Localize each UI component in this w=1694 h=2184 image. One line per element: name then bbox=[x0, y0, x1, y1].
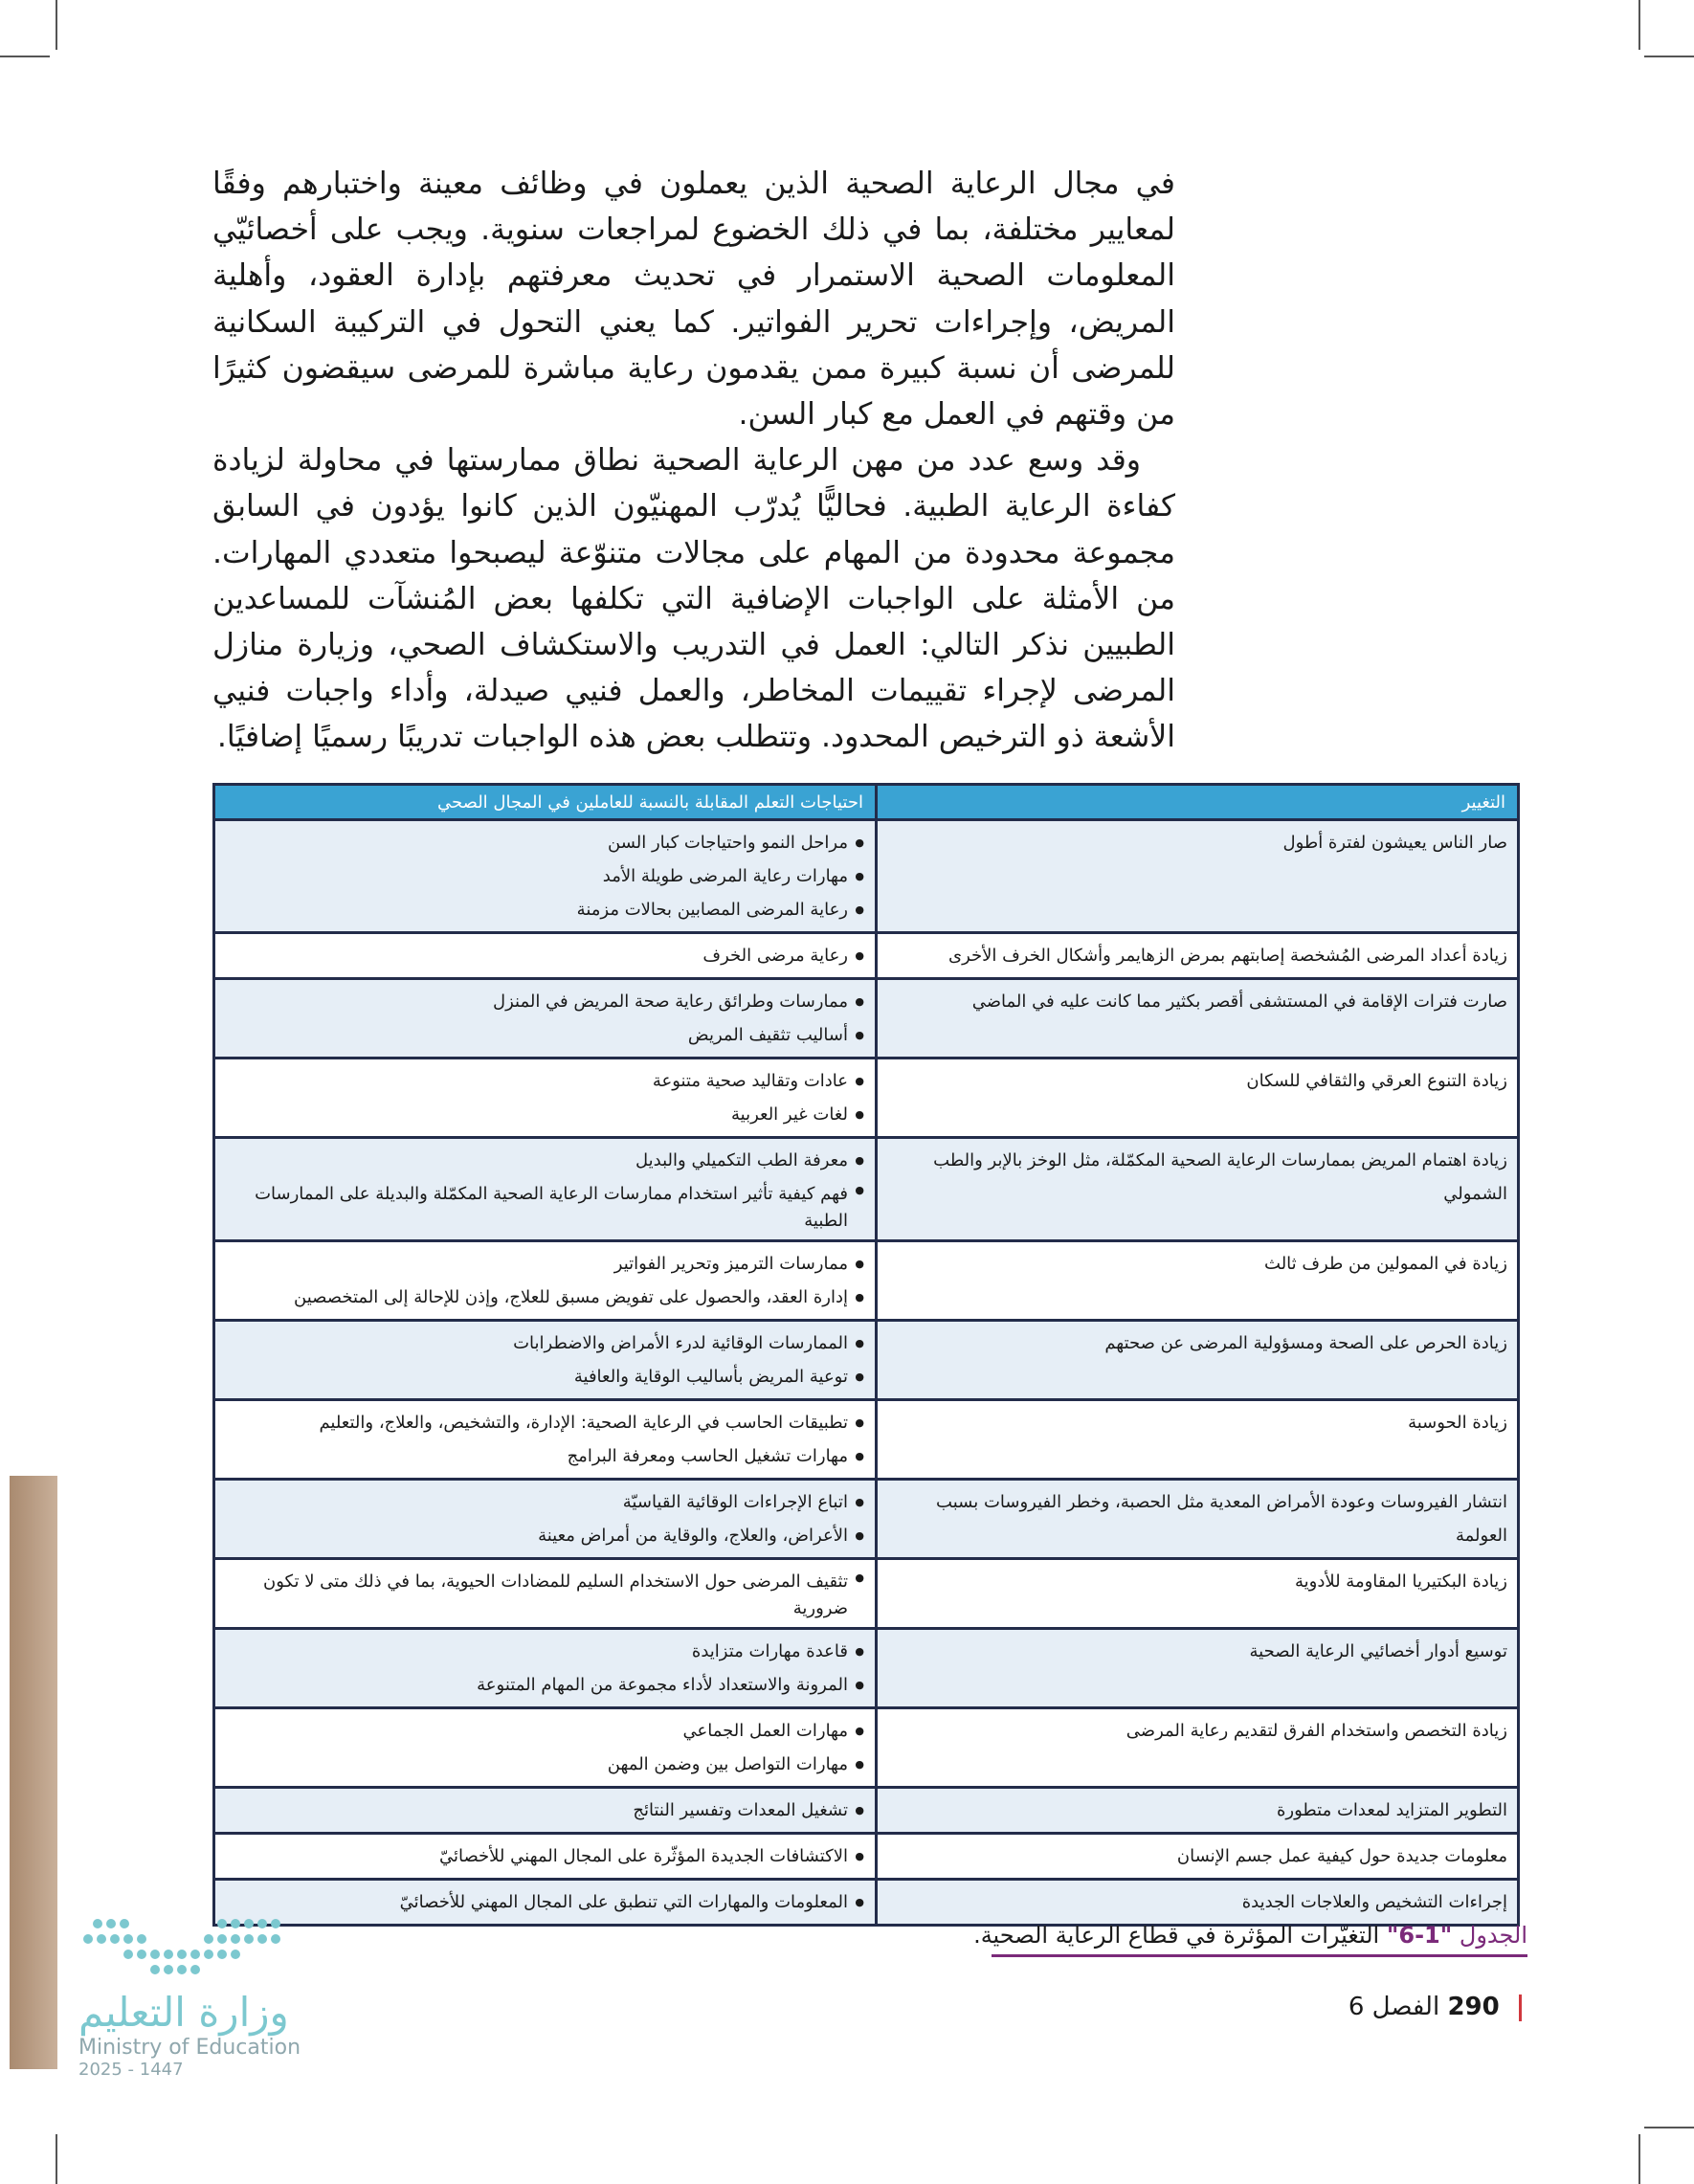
need-item: ● رعاية مرضى الخرف bbox=[225, 939, 848, 972]
table-caption bbox=[973, 1922, 1527, 1957]
table-row bbox=[214, 1708, 1519, 1788]
logo-dots-icon bbox=[78, 1914, 299, 1981]
need-item: ● مهارات العمل الجماعي bbox=[225, 1714, 848, 1748]
table-row bbox=[214, 1138, 1519, 1241]
table-row bbox=[214, 1400, 1519, 1480]
need-item: ● اتباع الإجراءات الوقائية القياسيّة bbox=[225, 1485, 848, 1519]
need-item: ● المرونة والاستعداد لأداء مجموعة من المهام المتنوعة bbox=[225, 1668, 848, 1702]
caption-number: "1-6" bbox=[1386, 1922, 1453, 1949]
table-row bbox=[214, 979, 1519, 1059]
table-row bbox=[214, 1834, 1519, 1880]
crop-mark bbox=[1638, 0, 1640, 50]
need-item: ● رعاية المرضى المصابين بحالات مزمنة bbox=[225, 893, 848, 926]
change-cell: زيادة البكتيريا المقاومة للأدوية bbox=[877, 1559, 1519, 1629]
change-cell: صار الناس يعيشون لفترة أطول bbox=[877, 820, 1519, 933]
change-cell: زيادة التخصص واستخدام الفرق لتقديم رعاية المرضى bbox=[877, 1708, 1519, 1788]
chapter-label: الفصل 6 bbox=[1348, 1993, 1440, 2021]
change-cell: زيادة في الممولين من طرف ثالث bbox=[877, 1241, 1519, 1321]
table-row bbox=[214, 820, 1519, 933]
table-row bbox=[214, 1321, 1519, 1400]
needs-cell bbox=[214, 1880, 877, 1926]
crop-mark bbox=[56, 2134, 57, 2184]
needs-cell bbox=[214, 820, 877, 933]
needs-cell bbox=[214, 1059, 877, 1138]
need-item: ● لغات غير العربية bbox=[225, 1098, 848, 1131]
caption-text: التغيّرات المؤثرة في قطاع الرعاية الصحية. bbox=[973, 1922, 1380, 1949]
table-row bbox=[214, 1880, 1519, 1926]
need-item: ● الاكتشافات الجديدة المؤثّرة على المجال المهني للأخصائيّ bbox=[225, 1839, 848, 1873]
need-item: ● إدارة العقد، والحصول على تفويض مسبق للعلاج، وإذن للإحالة إلى المتخصصين bbox=[225, 1281, 848, 1314]
needs-cell bbox=[214, 1321, 877, 1400]
page-footer bbox=[1311, 1993, 1522, 2021]
needs-cell bbox=[214, 1788, 877, 1834]
change-cell: صارت فترات الإقامة في المستشفى أقصر بكثير مما كانت عليه في الماضي bbox=[877, 979, 1519, 1059]
table-row bbox=[214, 1559, 1519, 1629]
change-cell: انتشار الفيروسات وعودة الأمراض المعدية مثل الحصبة، وخطر الفيروسات بسبب العولمة bbox=[877, 1480, 1519, 1559]
logo-english-text: Ministry of Education bbox=[78, 2036, 301, 2060]
paragraph: وقد وسع عدد من مهن الرعاية الصحية نطاق ممارستها في محاولة لزيادة كفاءة الرعاية الطبية. فحاليًّا يُدرّب المهنيّون الذين كانوا يؤدون في السابق مجموعة محدودة من المهام على مجالات متنوّعة ليصبحوا متعددي المهارات. من الأمثلة على الواجبات الإضافية التي تكلفها بعض المُنشآت للمساعدين الطبيين نذكر التالي: العمل في التدريب والاستكشاف الصحي، وزيارة منازل المرضى لإجراء تقييمات المخاطر، والعمل فنيي صيدلة، وأداء واجبات فنيي الأشعة ذو الترخيص المحدود. وتتطلب بعض هذه الواجبات تدريبًا رسميًا إضافيًا. bbox=[212, 443, 1175, 755]
footer-bar bbox=[1519, 1995, 1522, 2021]
needs-cell bbox=[214, 1241, 877, 1321]
change-cell: زيادة اهتمام المريض بممارسات الرعاية الصحية المكمّلة، مثل الوخز بالإبر والطب الشمولي bbox=[877, 1138, 1519, 1241]
need-item: ● أساليب تثقيف المريض bbox=[225, 1018, 848, 1052]
need-item: ● تشغيل المعدات وتفسير النتائج bbox=[225, 1794, 848, 1827]
crop-mark bbox=[1638, 2134, 1640, 2184]
need-item: ● ممارسات الترميز وتحرير الفواتير bbox=[225, 1247, 848, 1281]
needs-cell bbox=[214, 933, 877, 979]
change-cell: زيادة التنوع العرقي والثقافي للسكان bbox=[877, 1059, 1519, 1138]
needs-cell bbox=[214, 1834, 877, 1880]
table-row bbox=[214, 1241, 1519, 1321]
header-needs: احتياجات التعلم المقابلة بالنسبة للعاملين في المجال الصحي bbox=[214, 785, 877, 820]
need-item: ● معرفة الطب التكميلي والبديل bbox=[225, 1144, 848, 1177]
page-number: 290 bbox=[1447, 1993, 1500, 2021]
table-row bbox=[214, 1629, 1519, 1708]
header-change: التغيير bbox=[877, 785, 1519, 820]
caption-label: الجدول bbox=[1459, 1922, 1527, 1949]
paragraph: في مجال الرعاية الصحية الذين يعملون في وظائف معينة واختبارهم وفقًا لمعايير مختلفة، بما في ذلك الخضوع لمراجعات سنوية. ويجب على أخصائيّي المعلومات الصحية الاستمرار في تحديث معرفتهم بإدارة العقود، وأهلية المريض، وإجراءات تحرير الفواتير. كما يعني التحول في التركيبة السكانية للمرضى أن نسبة كبيرة ممن يقدمون رعاية مباشرة للمرضى سيقضون كثيرًا من وقتهم في العمل مع كبار السن. bbox=[212, 167, 1175, 433]
need-item: ● فهم كيفية تأثير استخدام ممارسات الرعاية الصحية المكمّلة والبديلة على الممارسات الطبية bbox=[225, 1177, 848, 1235]
decorative-side-strip bbox=[10, 1476, 57, 2069]
needs-cell bbox=[214, 1138, 877, 1241]
changes-table bbox=[212, 783, 1520, 1927]
needs-cell bbox=[214, 979, 877, 1059]
need-item: ● قاعدة مهارات متزايدة bbox=[225, 1635, 848, 1668]
needs-cell bbox=[214, 1400, 877, 1480]
body-text bbox=[212, 161, 1175, 761]
crop-mark bbox=[1644, 56, 1694, 57]
need-item: ● مراحل النمو واحتياجات كبار السن bbox=[225, 826, 848, 859]
ministry-logo bbox=[78, 1914, 308, 2080]
need-item: ● المعلومات والمهارات التي تنطبق على المجال المهني للأخصائيّ bbox=[225, 1885, 848, 1919]
table-row bbox=[214, 1480, 1519, 1559]
changes-table-wrapper bbox=[212, 783, 1520, 1927]
needs-cell bbox=[214, 1629, 877, 1708]
need-item: ● مهارات تشغيل الحاسب ومعرفة البرامج bbox=[225, 1439, 848, 1473]
change-cell: زيادة الحرص على الصحة ومسؤولية المرضى عن صحتهم bbox=[877, 1321, 1519, 1400]
need-item: ● تطبيقات الحاسب في الرعاية الصحية: الإدارة، والتشخيص، والعلاج، والتعليم bbox=[225, 1406, 848, 1439]
need-item: ● عادات وتقاليد صحية متنوعة bbox=[225, 1064, 848, 1098]
need-item: ● تثقيف المرضى حول الاستخدام السليم للمضادات الحيوية، بما في ذلك متى لا تكون ضرورية bbox=[225, 1565, 848, 1622]
logo-arabic-text: وزارة التعليم bbox=[78, 1989, 289, 2036]
table-row bbox=[214, 1788, 1519, 1834]
table-row bbox=[214, 1059, 1519, 1138]
need-item: ● الأعراض، والعلاج، والوقاية من أمراض معينة bbox=[225, 1519, 848, 1552]
needs-cell bbox=[214, 1708, 877, 1788]
change-cell: إجراءات التشخيص والعلاجات الجديدة bbox=[877, 1880, 1519, 1926]
need-item: ● توعية المريض بأساليب الوقاية والعافية bbox=[225, 1360, 848, 1393]
table-header-row bbox=[214, 785, 1519, 820]
logo-year-text: 2025 - 1447 bbox=[78, 2060, 184, 2080]
crop-mark bbox=[0, 56, 50, 57]
table-row bbox=[214, 933, 1519, 979]
needs-cell bbox=[214, 1559, 877, 1629]
need-item: ● ممارسات وطرائق رعاية صحة المريض في المنزل bbox=[225, 985, 848, 1018]
need-item: ● مهارات رعاية المرضى طويلة الأمد bbox=[225, 859, 848, 893]
need-item: ● الممارسات الوقائية لدرء الأمراض والاضطرابات bbox=[225, 1326, 848, 1360]
change-cell: معلومات جديدة حول كيفية عمل جسم الإنسان bbox=[877, 1834, 1519, 1880]
crop-mark bbox=[1644, 2127, 1694, 2128]
change-cell: زيادة الحوسبة bbox=[877, 1400, 1519, 1480]
crop-mark bbox=[56, 0, 57, 50]
change-cell: توسيع أدوار أخصائيي الرعاية الصحية bbox=[877, 1629, 1519, 1708]
need-item: ● مهارات التواصل بين وضمن المهن bbox=[225, 1748, 848, 1781]
change-cell: زيادة أعداد المرضى المُشخصة إصابتهم بمرض الزهايمر وأشكال الخرف الأخرى bbox=[877, 933, 1519, 979]
change-cell: التطوير المتزايد لمعدات متطورة bbox=[877, 1788, 1519, 1834]
needs-cell bbox=[214, 1480, 877, 1559]
